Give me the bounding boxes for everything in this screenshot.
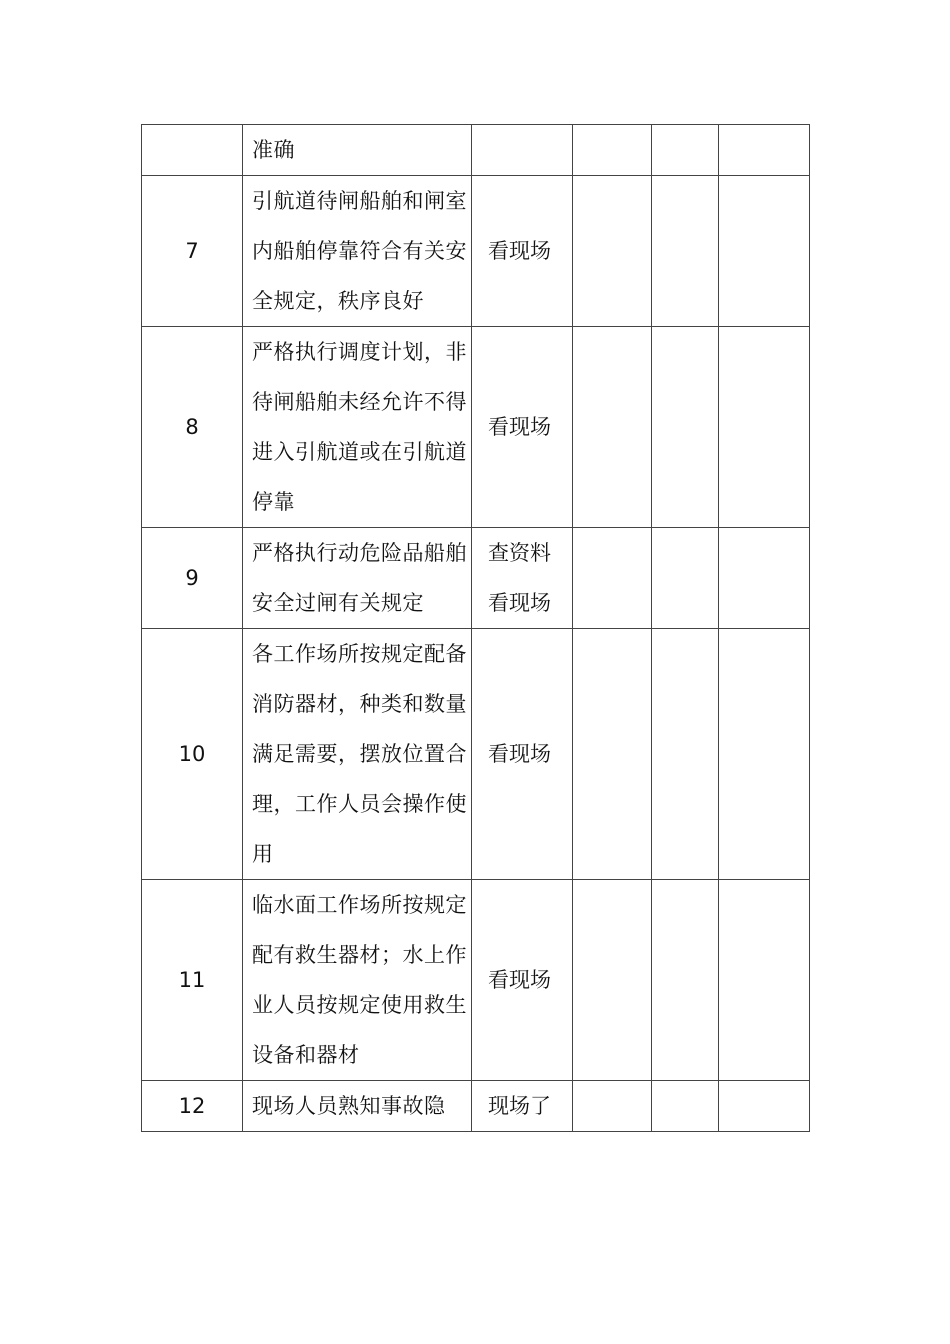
blank-cell	[652, 880, 719, 1081]
row-content: 严格执行调度计划，非待闸船舶未经允许不得进入引航道或在引航道停靠	[243, 327, 472, 528]
blank-cell	[573, 176, 652, 327]
table-row	[142, 1081, 810, 1132]
method-text: 看现场	[488, 742, 551, 766]
row-number: 7	[142, 176, 243, 327]
blank-cell	[652, 327, 719, 528]
row-number: 12	[142, 1081, 243, 1132]
blank-cell	[573, 528, 652, 629]
blank-cell	[719, 629, 810, 880]
row-method	[472, 176, 573, 327]
blank-cell	[573, 629, 652, 880]
inspection-table	[141, 124, 810, 1132]
blank-cell	[652, 125, 719, 176]
blank-cell	[652, 629, 719, 880]
row-number: 11	[142, 880, 243, 1081]
blank-cell	[719, 176, 810, 327]
method-text: 看现场	[488, 968, 551, 992]
table-row	[142, 176, 810, 327]
blank-cell	[573, 327, 652, 528]
blank-cell	[719, 327, 810, 528]
row-content: 临水面工作场所按规定配有救生器材；水上作业人员按规定使用救生设备和器材	[243, 880, 472, 1081]
row-content: 引航道待闸船舶和闸室内船舶停靠符合有关安全规定，秩序良好	[243, 176, 472, 327]
blank-cell	[573, 125, 652, 176]
row-content: 现场人员熟知事故隐	[243, 1081, 472, 1132]
blank-cell	[719, 1081, 810, 1132]
blank-cell	[573, 1081, 652, 1132]
blank-cell	[652, 1081, 719, 1132]
row-method	[472, 327, 573, 528]
table-row	[142, 629, 810, 880]
row-content: 准确	[243, 125, 472, 176]
row-number	[142, 125, 243, 176]
row-method	[472, 1081, 573, 1132]
method-text: 看现场	[488, 239, 551, 263]
blank-cell	[719, 125, 810, 176]
blank-cell	[652, 176, 719, 327]
blank-cell	[719, 528, 810, 629]
row-number: 10	[142, 629, 243, 880]
method-text: 现场了	[488, 1094, 551, 1118]
row-number: 9	[142, 528, 243, 629]
row-content: 各工作场所按规定配备消防器材，种类和数量满足需要，摆放位置合理，工作人员会操作使用	[243, 629, 472, 880]
row-method	[472, 629, 573, 880]
row-method	[472, 880, 573, 1081]
table-row	[142, 125, 810, 176]
blank-cell	[573, 880, 652, 1081]
row-number: 8	[142, 327, 243, 528]
blank-cell	[719, 880, 810, 1081]
method-text: 看现场	[488, 415, 551, 439]
table-row	[142, 528, 810, 629]
method-text: 查资料	[488, 541, 551, 565]
row-method	[472, 125, 573, 176]
row-method	[472, 528, 573, 629]
method-text: 看现场	[488, 591, 551, 615]
table-row	[142, 880, 810, 1081]
row-content: 严格执行动危险品船舶安全过闸有关规定	[243, 528, 472, 629]
table-row	[142, 327, 810, 528]
blank-cell	[652, 528, 719, 629]
